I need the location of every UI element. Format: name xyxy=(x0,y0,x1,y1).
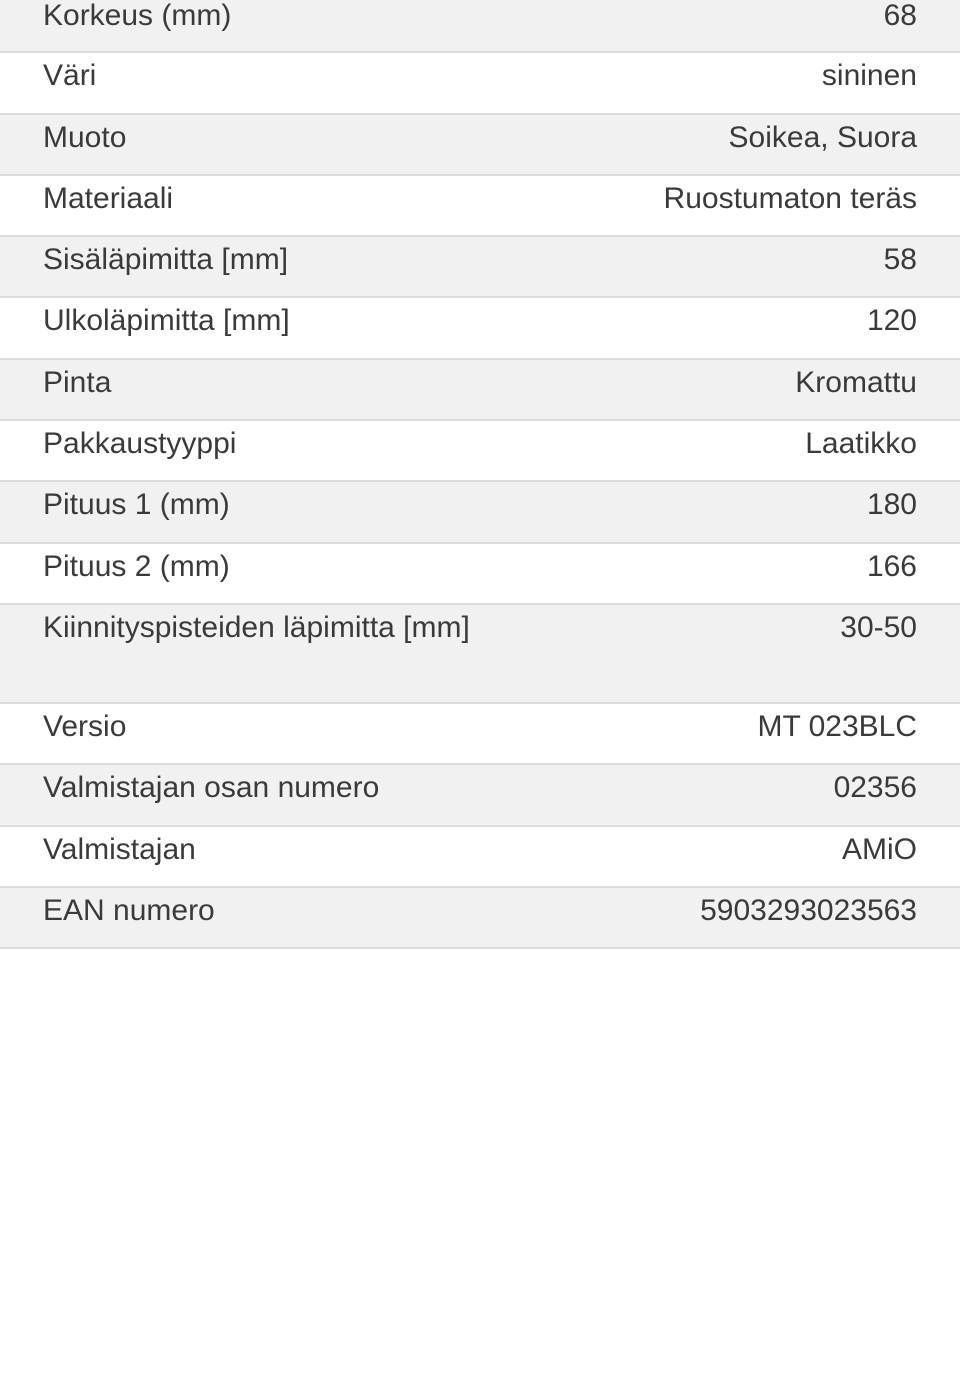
spec-row-length-2 xyxy=(0,542,960,603)
spec-row-shape xyxy=(0,113,960,174)
spec-value: Laatikko xyxy=(805,427,917,461)
spec-row-package-type xyxy=(0,419,960,480)
spec-value: Ruostumaton teräs xyxy=(663,181,917,215)
spec-value: 68 xyxy=(883,0,917,32)
spec-value: 166 xyxy=(866,549,917,583)
spec-label: Muoto xyxy=(43,120,127,154)
spec-value: AMiO xyxy=(842,832,917,866)
spec-value: 02356 xyxy=(833,771,917,805)
spec-label: Materiaali xyxy=(43,181,174,215)
spec-value: Soikea, Suora xyxy=(728,120,917,154)
spec-row-surface xyxy=(0,358,960,419)
spec-label: Sisäläpimitta [mm] xyxy=(43,243,289,277)
spec-label: Väri xyxy=(43,59,97,93)
spec-row-mounting-diameter xyxy=(0,603,960,702)
spec-label: Pituus 1 (mm) xyxy=(43,488,230,522)
spec-label: Korkeus (mm) xyxy=(43,0,232,32)
spec-value: 120 xyxy=(866,304,917,338)
spec-row-manufacturer-part-number xyxy=(0,763,960,824)
spec-label: Kiinnityspisteiden läpimitta [mm] xyxy=(43,610,470,644)
spec-value: Kromattu xyxy=(795,365,917,399)
spec-label: Pakkaustyyppi xyxy=(43,427,237,461)
spec-label: Pinta xyxy=(43,365,112,399)
spec-value: MT 023BLC xyxy=(757,709,917,743)
spec-label: Ulkoläpimitta [mm] xyxy=(43,304,290,338)
spec-value: 58 xyxy=(883,243,917,277)
spec-row-material xyxy=(0,174,960,235)
spec-row-length-1 xyxy=(0,480,960,541)
spec-value: 5903293023563 xyxy=(700,893,917,927)
spec-row-ean-number xyxy=(0,886,960,947)
spec-row-version xyxy=(0,702,960,763)
spec-label: EAN numero xyxy=(43,893,215,927)
spec-row-manufacturer xyxy=(0,825,960,886)
spec-label: Pituus 2 (mm) xyxy=(43,549,230,583)
spec-row-color xyxy=(0,51,960,112)
spec-label: Versio xyxy=(43,709,127,743)
spec-value: 180 xyxy=(866,488,917,522)
spec-value: sininen xyxy=(821,59,917,93)
spec-value: 30-50 xyxy=(840,610,917,644)
spec-label: Valmistajan xyxy=(43,832,196,866)
spec-row-outer-diameter xyxy=(0,296,960,357)
spec-row-inner-diameter xyxy=(0,235,960,296)
spec-row-height xyxy=(0,0,960,51)
spec-label: Valmistajan osan numero xyxy=(43,771,380,805)
